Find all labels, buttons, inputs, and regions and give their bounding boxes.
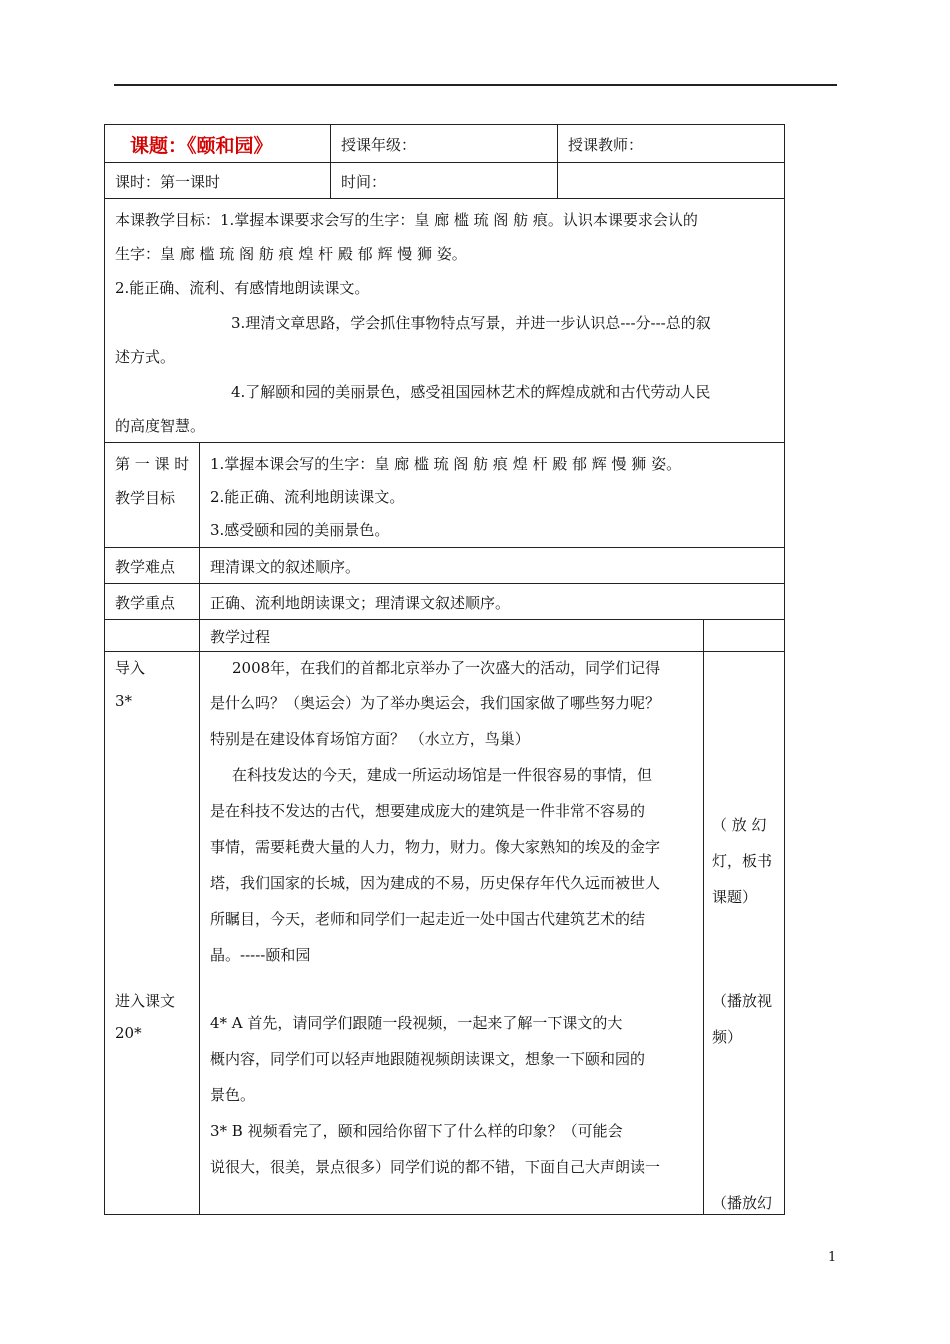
stage-time: 3* xyxy=(115,692,133,710)
process-note: 课题） xyxy=(712,888,758,906)
process-header-right xyxy=(703,619,785,652)
lesson-goals-label-cell xyxy=(104,442,200,548)
grade-label: 授课年级： xyxy=(341,136,417,154)
process-note: （ 放 幻 xyxy=(712,816,767,834)
lesson-goal-item: 2.能正确、流利地朗读课文。 xyxy=(210,488,405,506)
unit-goal-line: 生字：皇 廊 槛 琉 阁 舫 痕 煌 杆 殿 郁 辉 慢 狮 姿。 xyxy=(115,245,467,263)
difficulty-label-cell xyxy=(104,547,200,584)
key-points-label-cell xyxy=(104,583,200,620)
key-points-text: 正确、流利地朗读课文；理清课文叙述顺序。 xyxy=(210,594,511,612)
unit-goal-line: 本课教学目标：1.掌握本课要求会写的生字：皇 廊 槛 琉 阁 舫 痕。认识本课要求会认的 xyxy=(115,211,698,229)
lesson-plan-table xyxy=(104,124,785,1215)
process-line: 4* A 首先，请同学们跟随一段视频，一起来了解一下课文的大 xyxy=(210,1014,623,1032)
stage-time: 20* xyxy=(115,1024,142,1042)
lesson-goals-label: 第 一 课 时 xyxy=(115,455,190,473)
difficulty-cell xyxy=(199,547,785,584)
stage-label: 导入 xyxy=(115,659,146,677)
process-header-cell xyxy=(199,619,704,652)
process-header: 教学过程 xyxy=(210,628,271,646)
process-note: 频） xyxy=(712,1028,743,1046)
process-line: 是在科技不发达的古代，想要建成庞大的建筑是一件非常不容易的 xyxy=(210,802,646,820)
header-rule xyxy=(114,84,837,86)
lesson-goals-cell xyxy=(199,442,785,548)
page-number: 1 xyxy=(828,1250,837,1265)
lesson-title: 课题：《颐和园》 xyxy=(130,135,273,157)
teacher-label: 授课教师： xyxy=(568,136,644,154)
teacher-cell xyxy=(557,124,785,163)
process-header-left xyxy=(104,619,200,652)
process-line: 2008年，在我们的首都北京举办了一次盛大的活动，同学们记得 xyxy=(232,659,661,677)
title-cell xyxy=(104,124,331,163)
grade-cell xyxy=(330,124,558,163)
unit-goal-line: 3.理清文章思路，学会抓住事物特点写景，并进一步认识总---分---总的叙 xyxy=(231,314,711,332)
process-line: 说很大，很美，景点很多）同学们说的都不错，下面自己大声朗读一 xyxy=(210,1158,661,1176)
period-cell xyxy=(104,162,331,199)
process-line: 塔，我们国家的长城，因为建成的不易，历史保存年代久远而被世人 xyxy=(210,874,661,892)
process-line: 3* B 视频看完了，颐和园给你留下了什么样的印象？（可能会 xyxy=(210,1122,623,1140)
process-line: 所瞩目，今天，老师和同学们一起走近一处中国古代建筑艺术的结 xyxy=(210,910,646,928)
process-note: （播放幻 xyxy=(712,1194,773,1212)
process-content-cell xyxy=(199,651,704,1215)
process-line: 在科技发达的今天，建成一所运动场馆是一件很容易的事情，但 xyxy=(232,766,653,784)
key-points-cell xyxy=(199,583,785,620)
process-note: 灯，板书 xyxy=(712,852,773,870)
process-line: 景色。 xyxy=(210,1086,256,1104)
unit-goals-cell xyxy=(104,198,785,443)
lesson-goals-label: 教学目标 xyxy=(115,489,176,507)
difficulty-text: 理清课文的叙述顺序。 xyxy=(210,558,361,576)
unit-goal-line: 述方式。 xyxy=(115,348,176,366)
process-line: 概内容，同学们可以轻声地跟随视频朗读课文，想象一下颐和园的 xyxy=(210,1050,646,1068)
empty-cell xyxy=(557,162,785,199)
process-line: 特别是在建设体育场馆方面？ （水立方，鸟巢） xyxy=(210,730,530,748)
time-label: 时间： xyxy=(341,173,387,191)
time-cell xyxy=(330,162,558,199)
lesson-goal-item: 3.感受颐和园的美丽景色。 xyxy=(210,521,390,539)
difficulty-label: 教学难点 xyxy=(115,558,176,576)
unit-goal-line: 的高度智慧。 xyxy=(115,417,206,435)
process-line: 事情，需要耗费大量的人力，物力，财力。像大家熟知的埃及的金字 xyxy=(210,838,661,856)
stage-label: 进入课文 xyxy=(115,992,176,1010)
unit-goal-line: 2.能正确、流利、有感情地朗读课文。 xyxy=(115,279,370,297)
key-points-label: 教学重点 xyxy=(115,594,176,612)
period-label: 课时：第一课时 xyxy=(115,173,221,191)
process-notes-cell xyxy=(703,651,785,1215)
process-line: 晶。-----颐和园 xyxy=(210,946,311,964)
lesson-goal-item: 1.掌握本课会写的生字：皇 廊 槛 琉 阁 舫 痕 煌 杆 殿 郁 辉 慢 狮 姿。 xyxy=(210,455,682,473)
process-left-cell xyxy=(104,651,200,1215)
process-line: 是什么吗？（奥运会）为了举办奥运会，我们国家做了哪些努力呢？ xyxy=(210,694,661,712)
process-note: （播放视 xyxy=(712,992,773,1010)
unit-goal-line: 4.了解颐和园的美丽景色，感受祖国园林艺术的辉煌成就和古代劳动人民 xyxy=(231,383,711,401)
